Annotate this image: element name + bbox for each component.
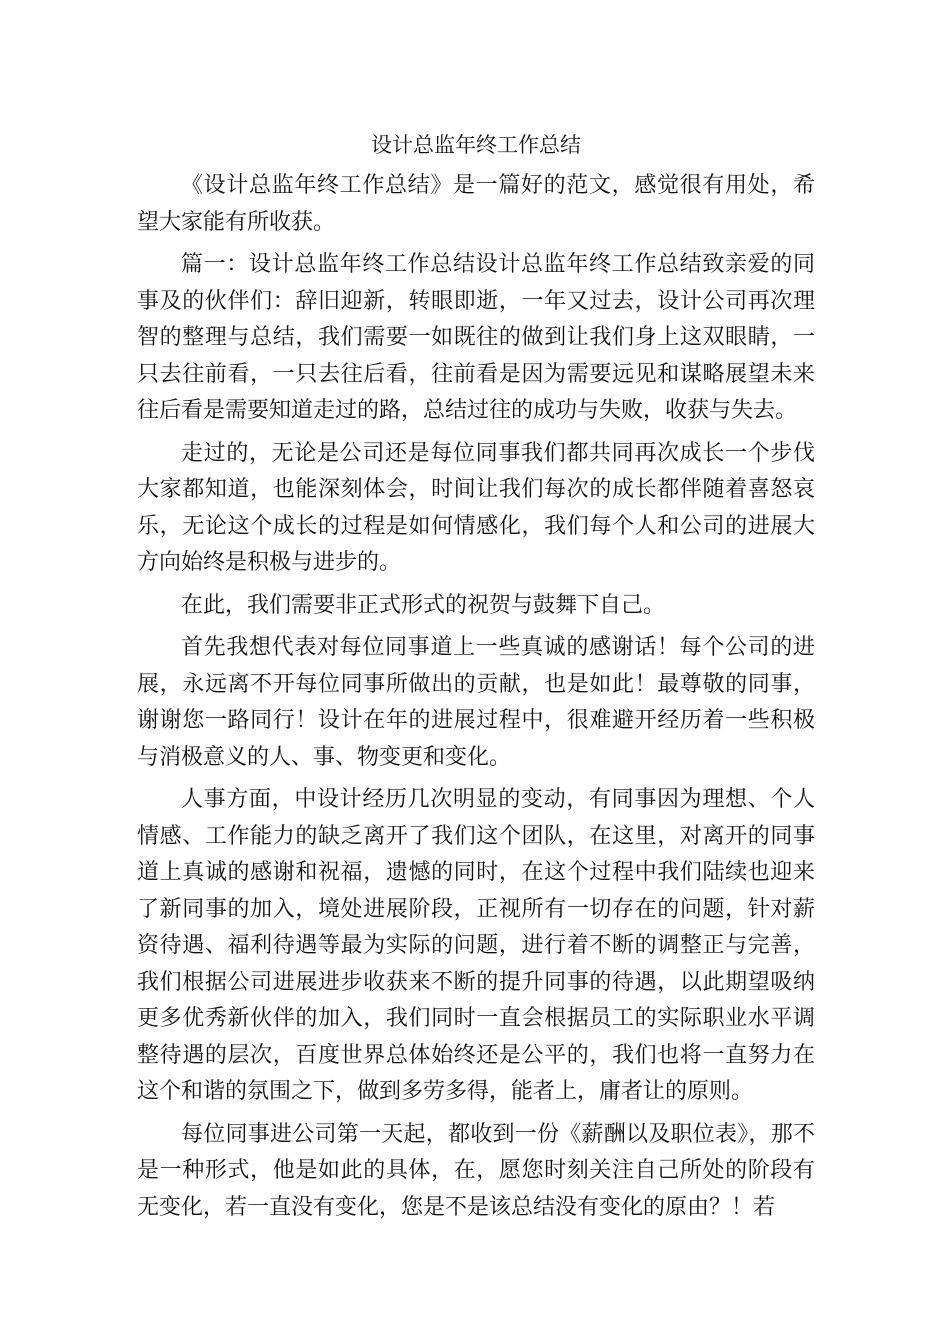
paragraph-salary-table: 每位同事进公司第一天起，都收到一份《薪酬以及职位表》，那不是一种形式，他是如此的具体，在，愿您时刻关注自己所处的阶段有无变化，若一直没有变化，您是不是该总结没有变化的原由？！若 [137, 1121, 815, 1220]
document-body [137, 130, 815, 1232]
paragraph-celebration: 在此，我们需要非正式形式的祝贺与鼓舞下自己。 [181, 592, 666, 618]
paragraph-intro: 《设计总监年终工作总结》是一篇好的范文，感觉很有用处，希望大家能有所收获。 [137, 173, 815, 235]
paragraph-part-one: 篇一：设计总监年终工作总结设计总监年终工作总结致亲爱的同事及的伙伴们：辞旧迎新，转眼即逝，一年又过去，设计公司再次理智的整理与总结，我们需要一如既往的做到让我们身上这双眼睛，一只去往前看，一只去往后看，往前看是因为需要远见和谋略展望未来往后看是需要知道走过的路，总结过往的成功与失败，收获与失去。 [137, 252, 815, 423]
document-title: 设计总监年终工作总结 [371, 133, 581, 157]
paragraph-thanks: 首先我想代表对每位同事道上一些真诚的感谢话！每个公司的进展，永远离不开每位同事所做出的贡献，也是如此！最尊敬的同事，谢谢您一路同行！设计在年的进展过程中，很难避开经历着一些积极与消极意义的人、事、物变更和变化。 [137, 635, 815, 770]
paragraph-personnel: 人事方面，中设计经历几次明显的变动，有同事因为理想、个人情感、工作能力的缺乏离开了我们这个团队，在这里，对离开的同事道上真诚的感谢和祝福，遗憾的同时，在这个过程中我们陆续也迎来了新同事的加入，境处进展阶段，正视所有一切存在的问题，针对薪资待遇、福利待遇等最为实际的问题，进行着不断的调整正与完善，我们根据公司进展进步收获来不断的提升同事的待遇，以此期望吸纳更多优秀新伙伴的加入，我们同时一直会根据员工的实际职业水平调整待遇的层次，百度世界总体始终还是公平的，我们也将一直努力在这个和谐的氛围之下，做到多劳多得，能者上，庸者让的原则。 [137, 787, 815, 1104]
paragraph-growth: 走过的，无论是公司还是每位同事我们都共同再次成长一个步伐大家都知道，也能深刻体会，时间让我们每次的成长都伴随着喜怒哀乐，无论这个成长的过程是如何情感化，我们每个人和公司的进展大方向始终是积极与进步的。 [137, 440, 815, 575]
